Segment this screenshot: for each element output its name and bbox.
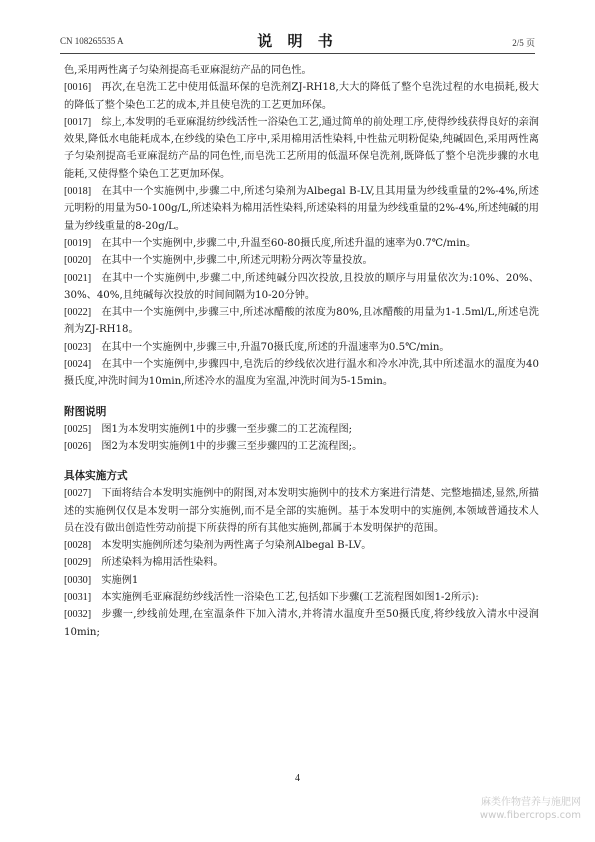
- paragraph-text: 在其中一个实施例中,步骤二中,所述纯碱分四次投放,且投放的顺序与用量依次为:10%、20%、30%、40%,且纯碱每次投放的时间间隔为10-20分钟。: [64, 272, 539, 301]
- paragraph-0023: [64, 339, 539, 356]
- paragraph-text: 下面将结合本发明实施例中的附图,对本发明实施例中的技术方案进行清楚、完整地描述,显然,所描述的实施例仅仅是本发明一部分实施例,而不是全部的实施例。基于本发明中的实施例,本领域普通技术人员在没有做出创造性劳动前提下所获得的所有其他实施例,都属于本发明保护的范围。: [64, 488, 539, 534]
- site-watermark: [480, 796, 581, 822]
- paragraph-text: 在其中一个实施例中,步骤四中,皂洗后的纱线依次进行温水和冷水冲洗,其中所述温水的温度为40摄氏度,冲洗时间为10min,所述冷水的温度为室温,冲洗时间为5-15min。: [64, 359, 539, 388]
- paragraph-0024: [64, 356, 539, 391]
- paragraph-number: [0032]: [64, 609, 92, 621]
- paragraph-number: [0023]: [64, 341, 92, 353]
- document-body: [64, 62, 539, 641]
- paragraph-number: [0020]: [64, 255, 92, 267]
- paragraph-number: [0019]: [64, 237, 92, 249]
- paragraph-text: 所述染料为棉用活性染料。: [101, 557, 224, 569]
- section-heading-figures: 附图说明: [64, 405, 107, 418]
- paragraph-0021: [64, 270, 539, 305]
- paragraph-0030: [64, 572, 539, 589]
- paragraph-text: 在其中一个实施例中,步骤三中,升温70摄氏度,所述的升温速率为0.5℃/min。: [101, 341, 450, 353]
- paragraph-text: 图1为本发明实施例1中的步骤一至步骤二的工艺流程图;: [101, 423, 353, 435]
- paragraph-text: 在其中一个实施例中,步骤二中,升温至60-80摄氏度,所述升温的速率为0.7℃/min。: [101, 237, 477, 249]
- paragraph-number: [0016]: [64, 82, 92, 94]
- paragraph-text: 综上,本发明的毛亚麻混纺纱线活性一浴染色工艺,通过简单的前处理工序,使得纱线获得良好的亲润效果,降低水电能耗成本,在纱线的染色工序中,采用棉用活性染料,中性盐元明粉促染,纯碱固色,采用两性离子匀染剂提高毛亚麻混纺产品的同色性,而皂洗工艺所用的低温环保皂洗剂,既降低了整个皂洗步骤的水电能耗,又使得整个染色工艺更加环保。: [64, 116, 539, 180]
- paragraph-number: [0024]: [64, 359, 92, 371]
- paragraph-0018: [64, 183, 539, 235]
- paragraph-0028: [64, 537, 539, 554]
- paragraph-0026: [64, 438, 539, 455]
- paragraph-0027: [64, 485, 539, 537]
- watermark-url: www.fibercrops.com: [479, 810, 581, 821]
- paragraph-0032: [64, 606, 539, 641]
- paragraph-0025: [64, 421, 539, 438]
- watermark-title: 麻类作物营养与施肥网: [481, 797, 581, 808]
- paragraph-number: [0031]: [64, 592, 92, 604]
- paragraph-text: 图2为本发明实施例1中的步骤三至步骤四的工艺流程图;。: [101, 440, 363, 452]
- page-number: 4: [295, 773, 300, 784]
- paragraph-number: [0022]: [64, 307, 92, 319]
- paragraph-0031: [64, 589, 539, 606]
- paragraph-text: 在其中一个实施例中,步骤二中,所述匀染剂为Albegal B-LV,且其用量为纱线重量的2%-4%,所述元明粉的用量为50-100g/L,所述染料为棉用活性染料,所述染料的用量为纱线重量的2%-4%,所述纯碱的用量为纱线重量的8-20g/L。: [64, 186, 539, 232]
- paragraph-number: [0030]: [64, 574, 92, 586]
- page-header: [60, 30, 535, 52]
- paragraph-number: [0028]: [64, 540, 92, 552]
- paragraph-0020: [64, 252, 539, 269]
- document-title: 说 明 书: [257, 32, 338, 50]
- paragraph-0017: [64, 114, 539, 183]
- paragraph-0016: [64, 79, 539, 114]
- paragraph-text: 实施例1: [101, 574, 139, 586]
- paragraph-number: [0018]: [64, 186, 92, 198]
- paragraph-text: 步骤一,纱线前处理,在室温条件下加入清水,并将清水温度升至50摄氏度,将纱线放入清水中浸润10min;: [64, 609, 539, 638]
- header-divider: [60, 53, 535, 54]
- paragraph-number: [0026]: [64, 440, 92, 452]
- page-counter: 2/5 页: [512, 38, 535, 48]
- paragraph-0019: [64, 235, 539, 252]
- paragraph-continuation: 色,采用两性离子匀染剂提高毛亚麻混纺产品的同色性。: [64, 65, 312, 76]
- paragraph-text: 本实施例毛亚麻混纺纱线活性一浴染色工艺,包括如下步骤(工艺流程图如图1-2所示):: [101, 592, 479, 604]
- paragraph-0029: [64, 554, 539, 571]
- section-heading-embodiments: 具体实施方式: [64, 470, 128, 483]
- paragraph-number: [0029]: [64, 557, 92, 569]
- paragraph-text: 再次,在皂洗工艺中使用低温环保的皂洗剂ZJ-RH18,大大的降低了整个皂洗过程的水电损耗,极大的降低了整个染色工艺的成本,并且使皂洗的工艺更加环保。: [64, 82, 539, 111]
- paragraph-text: 在其中一个实施例中,步骤二中,所述元明粉分两次等量投放。: [101, 255, 373, 267]
- paragraph-text: 本发明实施例所述匀染剂为两性离子匀染剂Albegal B-LV。: [101, 540, 372, 552]
- paragraph-0022: [64, 304, 539, 339]
- paragraph-number: [0027]: [64, 488, 92, 500]
- paragraph-number: [0025]: [64, 423, 92, 435]
- paragraph-text: 在其中一个实施例中,步骤三中,所述冰醋酸的浓度为80%,且冰醋酸的用量为1-1.5ml/L,所述皂洗剂为ZJ-RH18。: [64, 307, 539, 336]
- document-id: CN 108265535 A: [60, 36, 124, 46]
- paragraph-number: [0021]: [64, 272, 92, 284]
- paragraph-number: [0017]: [64, 116, 92, 128]
